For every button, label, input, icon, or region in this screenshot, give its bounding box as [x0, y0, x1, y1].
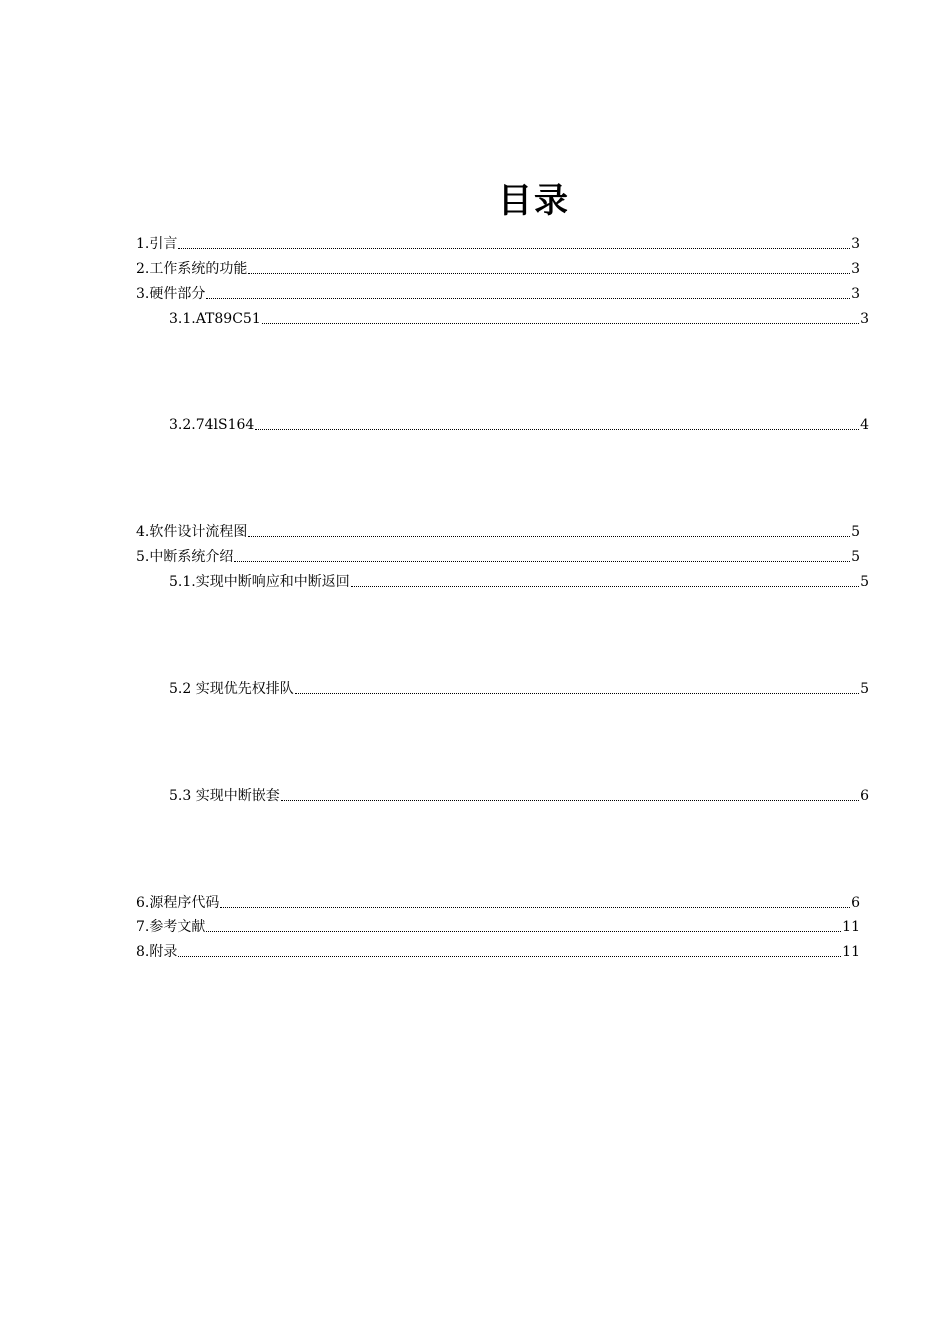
toc-entry-page: 5	[851, 524, 860, 540]
toc-entry-appendix[interactable]	[136, 939, 860, 961]
dot-leader	[255, 429, 859, 430]
toc-entry-label: 6.源程序代码	[136, 895, 220, 911]
toc-entry-label: 5.2 实现优先权排队	[169, 681, 294, 697]
toc-entry-hardware[interactable]	[136, 281, 860, 303]
toc-entry-interrupt-nesting[interactable]	[169, 783, 869, 805]
toc-entry-label: 5.1.实现中断响应和中断返回	[169, 574, 350, 590]
toc-entry-priority-queue[interactable]	[169, 676, 869, 698]
dot-leader	[248, 536, 850, 537]
toc-entry-page: 3	[860, 311, 869, 327]
dot-leader	[206, 298, 850, 299]
toc-entry-label: 2.工作系统的功能	[136, 261, 248, 277]
toc-entry-page: 11	[842, 919, 860, 935]
dot-leader	[262, 323, 859, 324]
toc-entry-label: 5.3 实现中断嵌套	[169, 788, 280, 804]
toc-entry-page: 11	[842, 944, 860, 960]
toc-entry-page: 5	[851, 549, 860, 565]
dot-leader	[295, 693, 859, 694]
toc-entry-page: 5	[860, 681, 869, 697]
toc-entry-source-code[interactable]	[136, 890, 860, 912]
dot-leader	[248, 273, 850, 274]
toc-entry-page: 3	[851, 236, 860, 252]
toc-entry-page: 3	[851, 286, 860, 302]
toc-entry-page: 4	[860, 417, 869, 433]
toc-entry-label: 4.软件设计流程图	[136, 524, 248, 540]
toc-entry-software-flowchart[interactable]	[136, 519, 860, 541]
toc-entry-label: 7.参考文献	[136, 919, 206, 935]
dot-leader	[178, 248, 850, 249]
toc-title: 目录	[498, 181, 570, 221]
toc-entry-page: 3	[851, 261, 860, 277]
dot-leader	[206, 931, 841, 932]
toc-entry-page: 6	[860, 788, 869, 804]
toc-entry-label: 3.1.AT89C51	[169, 311, 261, 327]
toc-entry-label: 1.引言	[136, 236, 178, 252]
toc-entry-interrupt-system[interactable]	[136, 544, 860, 566]
toc-entry-74ls164[interactable]	[169, 412, 869, 434]
toc-entry-label: 3.硬件部分	[136, 286, 206, 302]
dot-leader	[178, 956, 841, 957]
toc-entry-system-functions[interactable]	[136, 256, 860, 278]
toc-entry-interrupt-response[interactable]	[169, 569, 869, 591]
toc-entry-page: 6	[851, 895, 860, 911]
dot-leader	[351, 586, 859, 587]
toc-entry-label: 3.2.74lS164	[169, 417, 255, 433]
dot-leader	[220, 907, 850, 908]
dot-leader	[281, 800, 859, 801]
toc-entry-at89c51[interactable]	[169, 306, 869, 328]
toc-entry-label: 8.附录	[136, 944, 178, 960]
toc-entry-references[interactable]	[136, 914, 860, 936]
toc-entry-introduction[interactable]	[136, 231, 860, 253]
dot-leader	[234, 561, 850, 562]
toc-entry-label: 5.中断系统介绍	[136, 549, 234, 565]
toc-entry-page: 5	[860, 574, 869, 590]
